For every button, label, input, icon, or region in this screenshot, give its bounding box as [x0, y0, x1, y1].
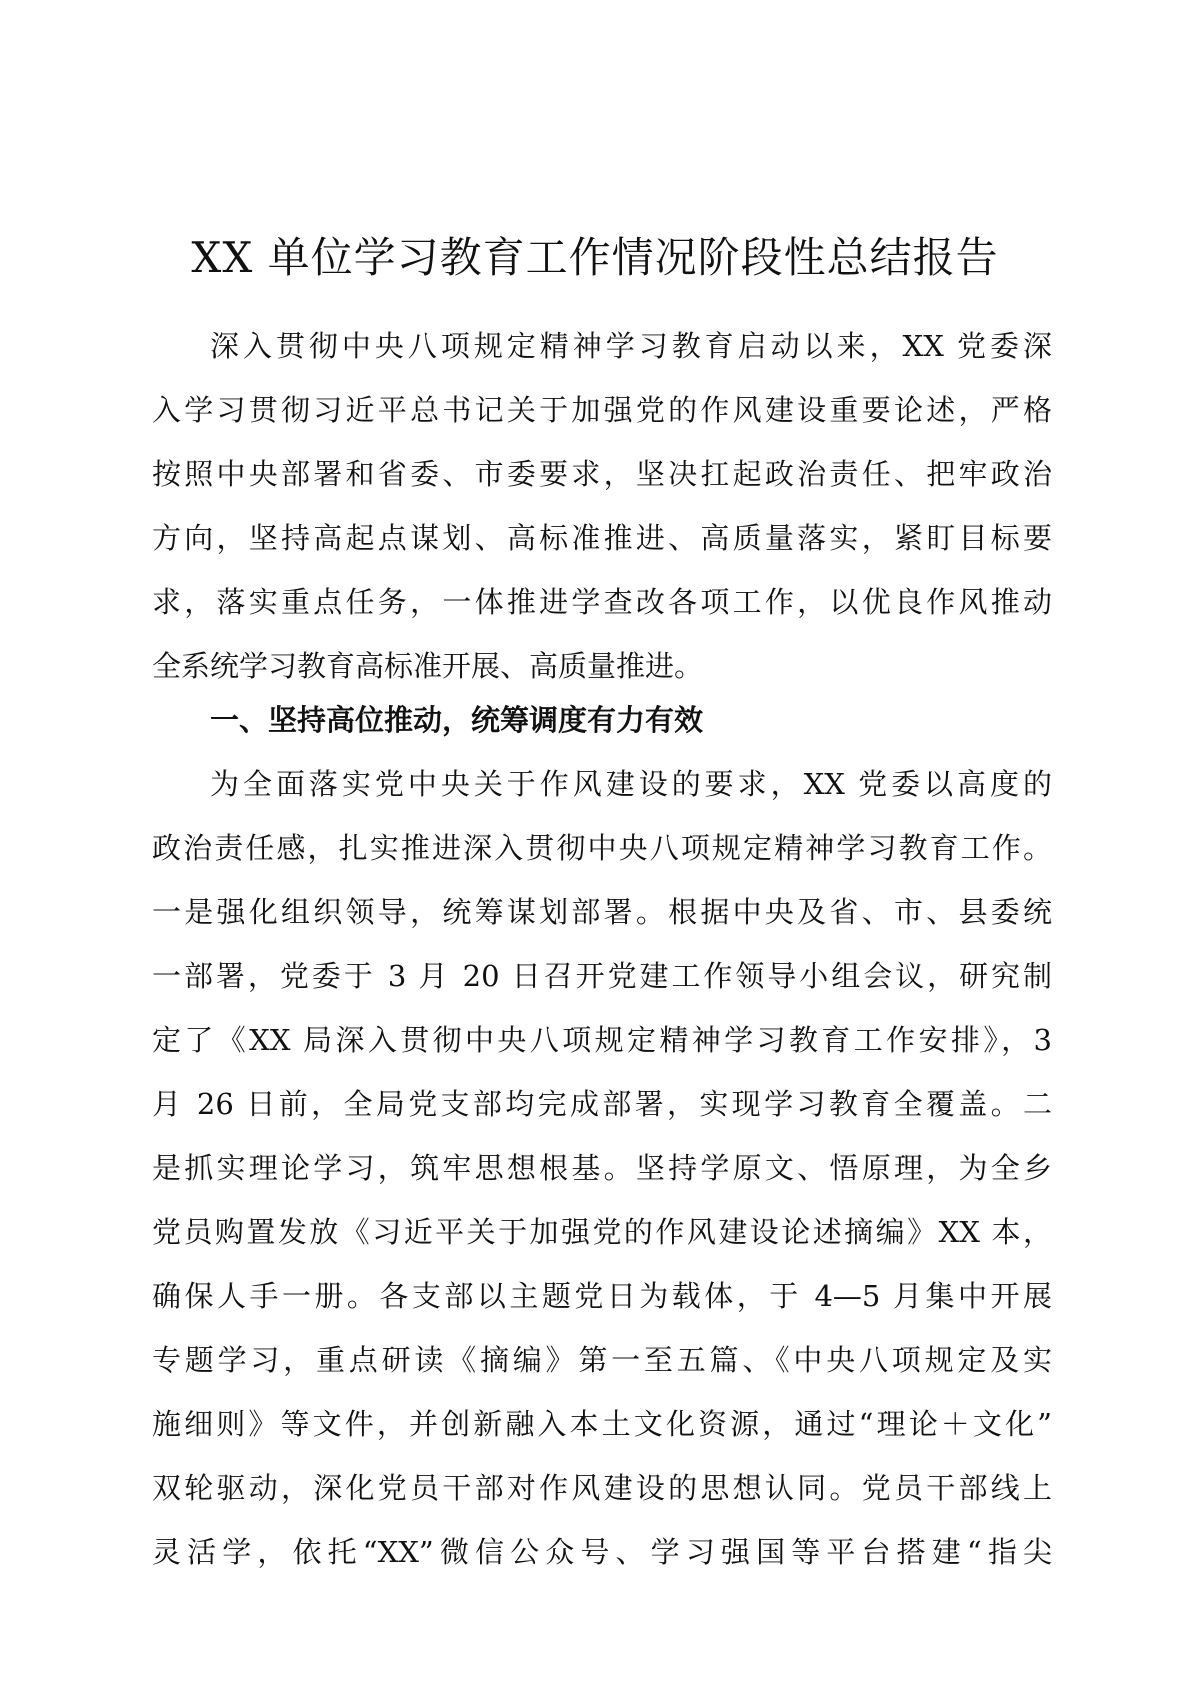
intro-line: 按照中央部署和省委、市委要求，坚决扛起政治责任、把牢政治: [152, 457, 1052, 491]
section1-paragraph: [152, 752, 1052, 1584]
section1-line: 为全面落实党中央关于作风建设的要求，XX 党委以高度的: [210, 767, 1052, 801]
intro-line: 深入贯彻中央八项规定精神学习教育启动以来，XX 党委深: [210, 329, 1052, 363]
intro-line: 求，落实重点任务，一体推进学查改各项工作，以优良作风推动: [152, 585, 1052, 619]
document-title: XX 单位学习教育工作情况阶段性总结报告: [191, 233, 999, 282]
intro-line: 入学习贯彻习近平总书记关于加强党的作风建设重要论述，严格: [152, 393, 1052, 427]
section1-line: 双轮驱动，深化党员干部对作风建设的思想认同。党员干部线上: [152, 1471, 1052, 1505]
section1-line: 是抓实理论学习，筑牢思想根基。坚持学原文、悟原理，为全乡: [152, 1151, 1052, 1185]
section1-line: 确保人手一册。各支部以主题党日为载体，于 4—5 月集中开展: [152, 1279, 1052, 1313]
intro-line: 方向，坚持高起点谋划、高标准推进、高质量落实，紧盯目标要: [152, 521, 1052, 555]
section1-line: 月 26 日前，全局党支部均完成部署，实现学习教育全覆盖。二: [152, 1087, 1052, 1121]
section1-line: 定了《XX 局深入贯彻中央八项规定精神学习教育工作安排》，3: [152, 1023, 1052, 1057]
section1-line: 政治责任感，扎实推进深入贯彻中央八项规定精神学习教育工作。: [152, 831, 1052, 865]
intro-paragraph: [152, 314, 1052, 698]
section1-line: 灵活学，依托“XX”微信公众号、学习强国等平台搭建“指尖: [152, 1535, 1052, 1569]
section1-line: 一是强化组织领导，统筹谋划部署。根据中央及省、市、县委统: [152, 895, 1052, 929]
section1-line: 专题学习，重点研读《摘编》第一至五篇、《中央八项规定及实: [152, 1343, 1052, 1377]
section-heading: 一、坚持高位推动，统筹调度有力有效: [210, 703, 704, 737]
section1-line: 党员购置发放《习近平关于加强党的作风建设论述摘编》XX 本，: [152, 1215, 1052, 1249]
section1-line: 一部署，党委于 3 月 20 日召开党建工作领导小组会议，研究制: [152, 959, 1052, 993]
intro-line: 全系统学习教育高标准开展、高质量推进。: [152, 649, 704, 683]
section1-line: 施细则》等文件，并创新融入本土文化资源，通过“理论＋文化”: [152, 1407, 1052, 1441]
